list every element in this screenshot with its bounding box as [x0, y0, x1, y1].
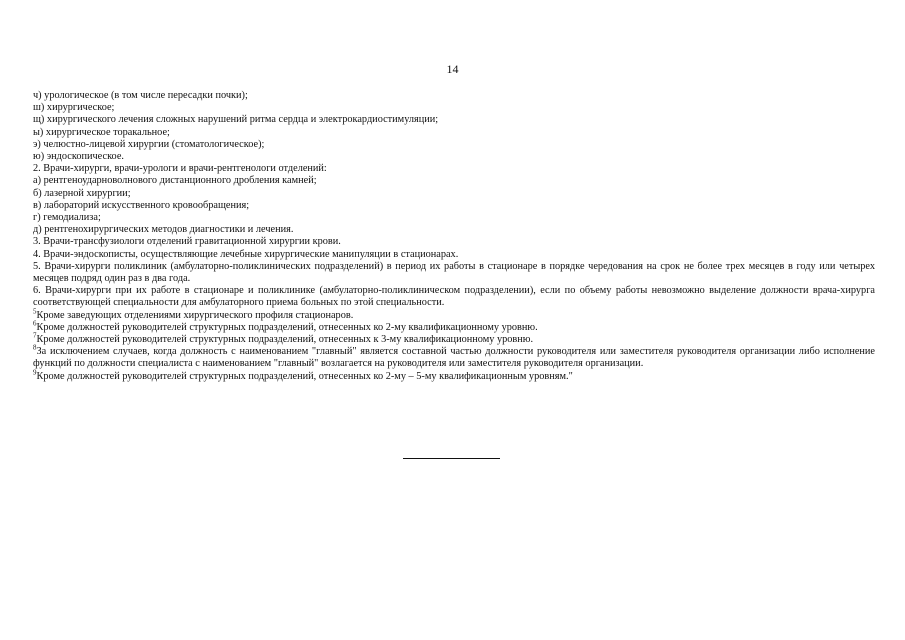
footnote-text: За исключением случаев, когда должность с наименованием "главный" является составной частью должности руководителя или заместителя руководителя организации либо исполнение функций по должности специалиста с наименованием "главный" возлагается на руководителя или заместителя руководителя организации.: [33, 346, 875, 370]
footnote-mark: 5: [33, 307, 37, 316]
footnote: [33, 319, 875, 334]
list-item: 4. Врачи-эндоскописты, осуществляющие лечебные хирургические манипуляции в стационарах.: [33, 248, 459, 260]
list-item: ш) хирургическое;: [33, 102, 115, 114]
list-item: б) лазерной хирургии;: [33, 187, 131, 199]
list-item: ы) хирургическое торакальное;: [33, 126, 170, 138]
footnote-mark: 6: [33, 319, 37, 328]
footnote-text: Кроме должностей руководителей структурных подразделений, отнесенных к 3-му квалификационному уровню.: [36, 334, 534, 346]
footnote: [33, 307, 875, 322]
list-item: а) рентгеноударноволнового дистанционного дробления камней;: [33, 175, 317, 187]
list-item: щ) хирургического лечения сложных нарушений ритма сердца и электрокардиостимуляции;: [33, 114, 439, 126]
list-item: 6. Врачи-хирурги при их работе в стационаре и поликлинике (амбулаторно-поликлиническом подразделении), если по объему работы невозможно выделение должности врача-хирурга соответствующей специальности для амбулаторного приема больных по этой специальности.: [33, 285, 875, 309]
document-body: [33, 90, 875, 383]
footnote: [33, 368, 875, 383]
page-number: 14: [446, 62, 459, 76]
list-item: в) лабораторий искусственного кровообращения;: [33, 199, 250, 211]
list-item: ч) урологическое (в том числе пересадки почки);: [33, 90, 248, 101]
footnote: [33, 331, 875, 346]
list-item: ю) эндоскопическое.: [33, 151, 124, 163]
list-item: 3. Врачи-трансфузиологи отделений гравитационной хирургии крови.: [33, 236, 341, 248]
list-item: 2. Врачи-хирурги, врачи-урологи и врачи-рентгенологи отделений:: [33, 163, 327, 175]
list-item: д) рентгенохирургических методов диагностики и лечения.: [33, 224, 294, 236]
list-item: 5. Врачи-хирурги поликлиник (амбулаторно-поликлинических подразделений) в период их работы в стационаре в порядке чередования на срок не более трех месяцев в году или четырех месяцев подряд один раз в два года.: [33, 260, 875, 285]
footnote-mark: 9: [33, 368, 37, 377]
footnote-text: Кроме должностей руководителей структурных подразделений, отнесенных ко 2-му – 5-му квалификационным уровням.": [36, 370, 573, 382]
footnote-mark: 7: [33, 331, 37, 340]
list-item: г) гемодиализа;: [33, 212, 101, 224]
footnote-text: Кроме должностей руководителей структурных подразделений, отнесенных ко 2-му квалификационному уровню.: [36, 321, 538, 333]
footnote-text: Кроме заведующих отделениями хирургического профиля стационаров.: [36, 309, 354, 321]
footnote: [33, 343, 875, 370]
end-of-document-rule: [403, 458, 500, 459]
list-item: э) челюстно-лицевой хирургии (стоматологическое);: [33, 138, 265, 150]
footnote-mark: 8: [33, 343, 37, 352]
